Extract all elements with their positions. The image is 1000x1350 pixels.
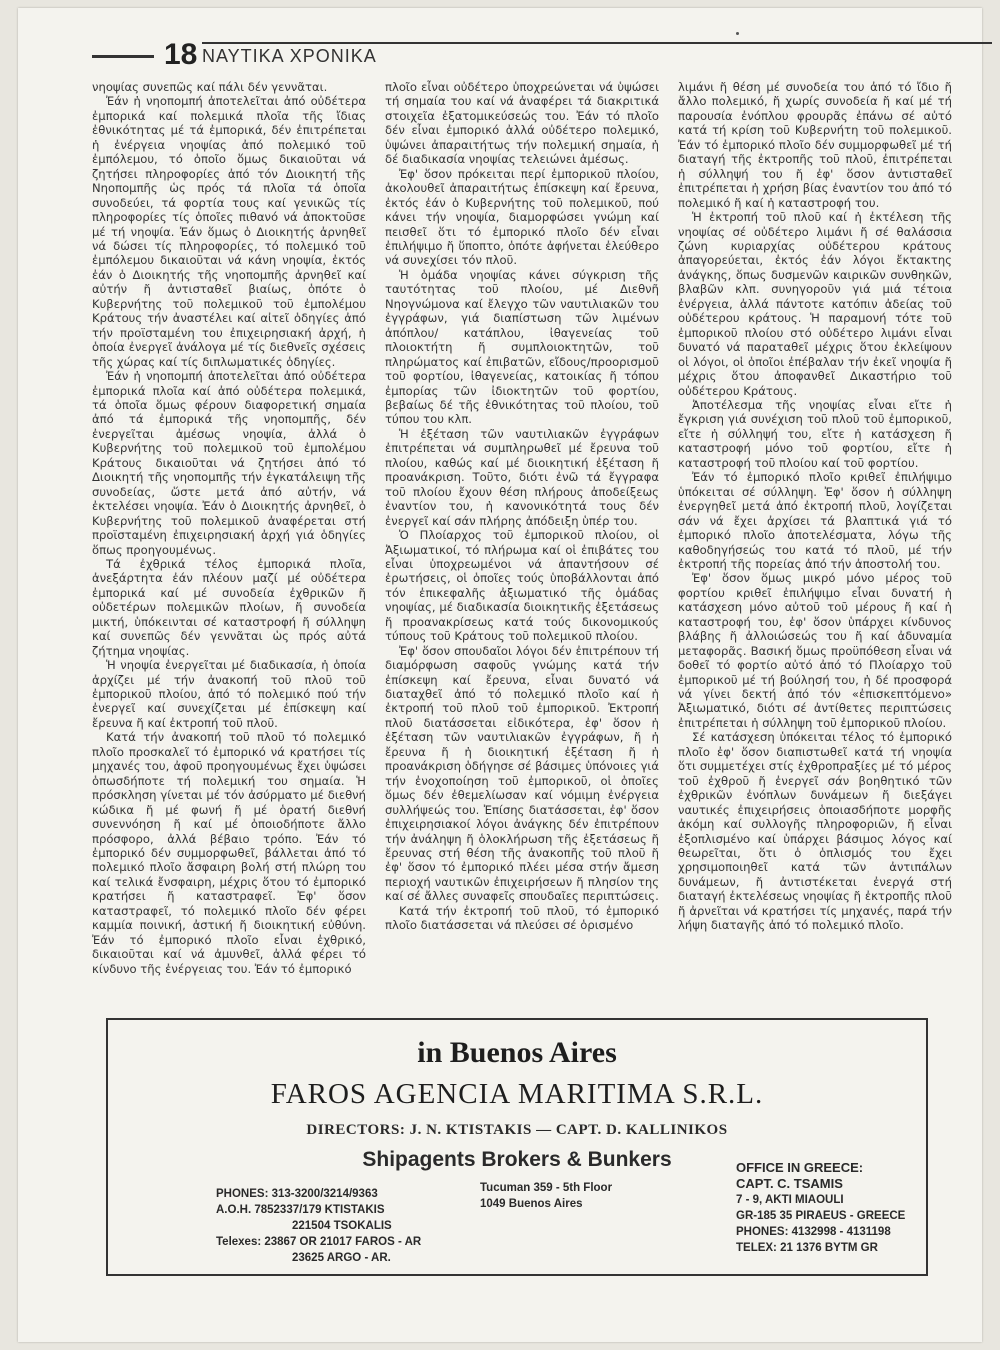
ad-greece-title: OFFICE IN GREECE: <box>736 1160 864 1175</box>
article-paragraph: λιμάνι ἤ θέση μέ συνοδεία του ἀπό τό ἴδιο ἤ ἄλλο πολεμικό, ἤ χωρίς συνοδεία ἤ καί μέ τή παρουσία ἐνόπλου φρουρᾶς ἐπάνω σέ αὐτό κατά τή κρίση τοῦ Κυβερνήτη τοῦ πολεμικοῦ. Ἐάν τό ἐμπορικό πλοῖο δέν συμμορφωθεῖ μέ τή διαταγή τῆς ἐκτροπῆς τοῦ πλοῦ, ἐπιτρέπεται ἡ σύλληψή του ἤ ἐφ' ὅσον ἀντισταθεῖ ἐπιτρέπεται ἡ χρήση βίας ἐναντίον του ἀπό τό πολεμικό ἤ καί ἡ καταστροφή του. <box>678 80 952 210</box>
article-paragraph: Ἡ ὁμάδα νηοψίας κάνει σύγκριση τῆς ταυτότητας τοῦ πλοίου, μέ Διεθνῆ Νηογνώμονα καί ἔλεγχο τῶν ναυτιλιακῶν του ἐγγράφων, γιά διαπίστωση τῶν λιμένων ἀπόπλου/ κατάπλου, ἰθαγενείας τοῦ πλοιοκτήτη ἤ συμπλοιοκτητῶν, τοῦ πληρώματος καί ἐπιβατῶν, εἴδους/προορισμοῦ τοῦ φορτίου, ἰθαγενείας, κατοικίας ἤ τόπου ἐμπορίας τῶν ἰδιοκτητῶν τοῦ φορτίου, βεβαίως δέ τῆς ἐθνικότητας τοῦ πλοίου, τοῦ τύπου του κλπ. <box>385 267 659 427</box>
ad-address <box>480 1180 680 1212</box>
ad-telexes-line-2: 23625 ARGO - AR. <box>292 1252 391 1264</box>
ad-greece-address-1: 7 - 9, AKTI MIAOULI <box>736 1194 844 1206</box>
article-paragraph: Κατά τήν ἀνακοπή τοῦ πλοῦ τό πολεμικό πλοῖο προσκαλεῖ τό ἐμπορικό νά κρατήσει τίς μηχανές του, ἀφοῦ προηγουμένως ἔχει ὑψώσει ὁπωσδήποτε τή πολεμική του σημαία. Ἡ πρόσκληση γίνεται μέ τόν ἀσύρματο μέ διεθνή κώδικα ἤ μέ φωνή ἤ μέ ὁρατή διεθνή συνεννόηση ἤ καί μέ ὁποιοδήποτε ἄλλο πρόσφορο, ἀλλά βέβαιο τρόπο. Ἐάν τό ἐμπορικό δέν συμμορφωθεῖ, βάλλεται ἀπό τό πολεμικό πλοῖο ἄσφαιρη βολή στή πλώρη του καί τελικά ἔνσφαιρη, μέχρις ὅτου τό ἐμπορικό κρατήσει ἤ καταστραφεῖ. Ἐφ' ὅσον καταστραφεῖ, τό πολεμικό πλοῖο δέν φέρει καμμία ποινική, ἀστική ἤ διοικητική εὐθύνη. Ἐάν τό ἐμπορικό πλοῖο εἶναι ἐχθρικό, δικαιοῦται καί νά ἀμυνθεῖ, ἀλλά φέρει τό κίνδυνο τῆς ἐνέργειας του. Ἐάν τό ἐμπορικό <box>92 730 366 976</box>
header-rule-left <box>92 55 154 58</box>
ad-greece-agent: CAPT. C. TSAMIS <box>736 1176 843 1191</box>
page-header <box>92 38 992 74</box>
article-paragraph: Τά ἐχθρικά τέλος ἐμπορικά πλοῖα, ἀνεξάρτητα ἐάν πλέουν μαζί μέ οὐδέτερα ἐμπορικά καί μέ συνοδεία ἐχθρικῶν ἤ οὐδετέρων πολεμικῶν πλοίων, ἤ συνοδεία μικτή, ὑπόκεινται σέ καταστροφή ἤ σύλληψη καί συνεπῶς δέν γεννᾶται ὡς πρός αὐτά ζήτημα νηοψίας. <box>92 556 366 658</box>
article-paragraph: Ἀποτέλεσμα τῆς νηοψίας εἶναι εἴτε ἡ ἔγκριση γιά συνέχιση τοῦ πλοῦ τοῦ ἐμπορικοῦ, εἴτε ἡ σύλληψή του, εἴτε ἡ κατάσχεση ἤ καταστροφή μόνο τοῦ φορτίου, εἴτε ἡ καταστροφή τοῦ πλοίου καί τοῦ φορτίου. <box>678 397 952 470</box>
ad-services: Shipagents Brokers & Bunkers <box>362 1148 672 1171</box>
ad-aoh-line-1: A.O.H. 7852337/179 KTISTAKIS <box>216 1204 385 1216</box>
article-paragraph: Ἐφ' ὅσον πρόκειται περί ἐμπορικοῦ πλοίου, ἀκολουθεῖ ἀπαραιτήτως ἐπίσκεψη καί ἔρευνα, ἐκτός ἐάν ὁ Κυβερνήτης τοῦ πολεμικοῦ, πού κάνει τήν νηοψία, διαμορφώσει γνώμη καί πεισθεῖ ὅτι τό ἐμπορικό πλοῖο δέν εἶναι ἐπιλήψιμο ἤ ὕποπτο, ὁπότε ἀφήνεται ἐλεύθερο νά συνεχίσει τόν πλοῦ. <box>385 166 659 268</box>
page-number: 18 <box>164 38 198 71</box>
article-paragraph: Ὁ Πλοίαρχος τοῦ ἐμπορικοῦ πλοίου, οἱ Ἀξιωματικοί, τό πλήρωμα καί οἱ ἐπιβάτες του εἶναι ὑποχρεωμένοι νά ἀπαντήσουν σέ ἐρωτήσεις, οἱ ὁποῖες τούς ὑποβάλλονται ἀπό τόν ἐπικεφαλῆς ἀξιωματικό τῆς ὁμάδας νηοψίας, μέ διαδικασία διοικητικῆς ἐξετάσεως ἤ προανακρίσεως κατά τούς δικονομικούς τύπους τοῦ Κράτους τοῦ πολεμικοῦ πλοίου. <box>385 528 659 644</box>
ad-greece-phones: PHONES: 4132998 - 4131198 <box>736 1226 891 1238</box>
ad-greece-telex: TELEX: 21 1376 BYTM GR <box>736 1242 878 1254</box>
print-speck <box>736 32 739 35</box>
ad-telexes-line-1: Telexes: 23867 OR 21017 FAROS - AR <box>216 1236 422 1248</box>
article-paragraph: νηοψίας συνεπῶς καί πάλι δέν γεννᾶται. <box>92 80 328 94</box>
article-paragraph: Κατά τήν ἐκτροπή τοῦ πλοῦ, τό ἐμπορικό πλοῖο διατάσσεται νά πλεύσει σέ ὁρισμένο <box>385 903 659 933</box>
article-paragraph: Ἐφ' ὅσον ὅμως μικρό μόνο μέρος τοῦ φορτίου κριθεῖ ἐπιλήψιμο εἶναι δυνατή ἡ κατάσχεση μόνο αὐτοῦ τοῦ μέρους ἤ καί ἡ καταστροφή του, ἐφ' ὅσον ὑπάρχει κίνδυνος βλάβης ἤ ἀλλοιώσεώς του ἤ καί ἀδυναμία μεταφορᾶς. Βασική ὅμως προϋπόθεση εἶναι νά δοθεῖ τό φορτίο αὐτό ἀπό τό Πλοίαρχο τοῦ ἐμπορικοῦ μέ τή βούλησή του, ἡ δέ προσφορά νά γίνει δεκτή ἀπό τόν «ἐπισκεπτόμενο» Ἀξιωματικό, διότι σέ ἀντίθετες περιπτώσεις ἐπιτρέπεται ἡ σύλληψη τοῦ ἐμπορικοῦ πλοίου. <box>678 571 952 730</box>
newspaper-page <box>18 8 982 1342</box>
publication-name: ΝΑΥΤΙΚΑ ΧΡΟΝΙΚΑ <box>202 46 377 66</box>
article-paragraph: Ἐάν ἡ νηοπομπή ἀποτελεῖται ἀπό οὐδέτερα ἐμπορικά καί πολεμικά πλοῖα τῆς ἴδιας ἐθνικότητας μέ τά ἐμπορικά, δέν ἐπιτρέπεται ἡ ἐνέργεια νηοψίας ἀπό πολεμικό τοῦ ἐμπόλεμου, τό ὁποῖο ὅμως δικαιοῦται νά ζητήσει πληροφορίες ἀπό τόν Διοικητή τῆς Νηοπομπῆς ὡς πρός τά πλοῖα τά ὁποῖα συνοδεύει, τά φορτία τους καί γενικῶς τίς πληροφορίες τίς ὁποῖες πιθανό νά ἀποκτοῦσε μέ τή νηοψία. Ἐάν ὅμως ὁ Διοικητής ἀρνηθεῖ νά δώσει τίς πληροφορίες, τό πολεμικό τοῦ ἐμπόλεμου δικαιοῦται νά κάνη νηοψία, ἐκτός ἐάν ὁ Διοικητής τῆς νηοπομπῆς ἀρνηθεῖ καί αὐτήν ἤ ἀντισταθεῖ βιαίως, ὁπότε ὁ Κυβερνήτης τοῦ πολεμικοῦ τοῦ ἐμπολέμου Κράτους τήν ἀναστέλει καί αἰτεῖ ὁδηγίες ἀπό τήν προϊσταμένη του ἐπιχειρησιακή ἀρχή, ἡ ὁποία ἐνεργεῖ ἀνάλογα μέ τίς διεθνεῖς σχέσεις τῆς χώρας καί τίς διπλωματικές ὁδηγίες. <box>92 94 366 369</box>
ad-office-greece <box>736 1160 926 1256</box>
advertisement-box <box>106 1018 928 1276</box>
article-paragraph: Ἐάν τό ἐμπορικό πλοῖο κριθεῖ ἐπιλήψιμο ὑπόκειται σέ σύλληψη. Ἐφ' ὅσον ἡ σύλληψη ἐνεργηθεῖ μετά ἀπό ἐκτροπή πλοῦ, λογίζεται σάν νά ἔχει ἀρχίσει τά βλαπτικά γιά τό ἐμπορικό πλοῖο ἀποτελέσματα, λόγω τῆς καθοδηγήσεώς του κατά τό πλοῦ, μέ τήν ἐκτροπή τῆς πορείας ἀπό τήν ἀποστολή του. <box>678 470 952 571</box>
article-paragraph: Σέ κατάσχεση ὑπόκειται τέλος τό ἐμπορικό πλοῖο ἐφ' ὅσον διαπιστωθεῖ κατά τή νηοψία ὅτι συμμετέχει στίς ἐχθροπραξίες μέ τό μέρος τοῦ ἐχθροῦ ἤ ἐνεργεῖ σάν βοηθητικό τῶν ἐχθρικῶν ἐνόπλων δυνάμεων ἤ διεξάγει ναυτικές ἐπιχειρήσεις ὁποιασδήποτε μορφῆς ἀκόμη καί συλλογῆς πληροφοριῶν, ἤ εἶναι ἐξοπλισμένο καί ὑπάρχει βάσιμος λόγος καί θεωρεῖται, ὅτι ὁ ὁπλισμός του ἔχει χρησιμοποιηθεῖ κατά τῶν ἀντιπάλων δυνάμεων, ἤ ἀντιστέκεται ἐνεργά στή διαταγή ἐκτελέσεως νηοψίας ἤ ἐκτροπῆς πλοῦ ἤ ἀρνεῖται νά κρατήσει τίς μηχανές, παρά τήν λήψη διαταγῆς ἀπό τό πολεμικό πλοῖο. <box>678 730 952 933</box>
header-rule-top <box>202 42 992 44</box>
ad-address-line-1: Tucuman 359 - 5th Floor <box>480 1182 613 1194</box>
article-paragraph: Ἡ ἐκτροπή τοῦ πλοῦ καί ἡ ἐκτέλεση τῆς νηοψίας σέ οὐδέτερο λιμάνι ἤ σέ θαλάσσια ζώνη κυριαρχίας οὐδέτερου κράτους ἀπαγορεύεται, ἐκτός ἐάν λόγοι ἔκτακτης ἀνάγκης, ὅπως δυσμενῶν καιρικῶν συνθηκῶν, βλαβῶν κλπ. συνηγοροῦν γιά μιά τέτοια ἐνέργεια, ἀλλά πάντοτε κατόπιν ἀδείας τοῦ οὐδέτερου κράτους. Ἡ παραμονή τότε τοῦ ἐμπορικοῦ πλοίου στό οὐδέτερο λιμάνι εἶναι δυνατό νά παραταθεῖ μέχρις ὅτου ἐκλείψουν οἱ λόγοι, οἱ ὁποῖοι ἐπέβαλαν τήν ἐκεῖ νηοψία ἤ μέχρις ὅτου ἀποφανθεῖ Δικαστήριο τοῦ οὐδέτερου Κράτους. <box>678 210 952 398</box>
article-column-2 <box>385 80 659 1000</box>
article-paragraph: Ἐφ' ὅσον σπουδαῖοι λόγοι δέν ἐπιτρέπουν τή διαμόρφωση σαφοῦς γνώμης κατά τήν ἐπίσκεψη καί ἔρευνα, εἶναι δυνατό νά διαταχθεῖ ἀπό τό πολεμικό πλοῖο καί ἡ ἐκτροπή τοῦ πλοῦ τοῦ ἐμπορικοῦ. Ἐκτροπή πλοῦ διατάσσεται εἰδικότερα, ἐφ' ὅσον ἡ ἐξέταση τῶν ναυτιλιακῶν ἐγγράφων, ἤ ἡ ἔρευνα ἤ ἡ διοικητική ἐξέταση ἤ ἡ προανάκριση ὁδήγησε σέ βάσιμες ὑπόνοιες γιά τήν ἐνοχοποίηση τοῦ ἐμπορικοῦ, οἱ ὁποῖες ὅμως δέν ἐθεμελίωσαν καί νόμιμη ἐνέργεια συλλήψεώς του. Ἐπίσης διατάσσεται, ἐφ' ὅσον ἐπιχειρησιακοί λόγοι ἀνάγκης δέν ἐπιτρέπουν τήν ἀνάληψη ἤ ὁλοκλήρωση τῆς ἐξετάσεως ἤ ἔρευνας στή θέση τῆς ἀνακοπῆς τοῦ πλοῦ ἤ ἐφ' ὅσον τό ἐμπορικό πλέει μέσα στήν ἄμεση περιοχή ναυτικῶν ἐπιχειρήσεων ἤ πλησίον της καί σέ ἄλλες συναφεῖς σπουδαῖες περιπτώσεις. <box>385 643 659 904</box>
ad-address-line-2: 1049 Buenos Aires <box>480 1198 583 1210</box>
ad-directors: DIRECTORS: J. N. KTISTAKIS — CAPT. D. KALLINIKOS <box>306 1122 728 1138</box>
article-column-1 <box>92 80 366 1000</box>
ad-greece-address-2: GR-185 35 PIRAEUS - GREECE <box>736 1210 906 1222</box>
article-paragraph: Ἐάν ἡ νηοπομπή ἀποτελεῖται ἀπό οὐδέτερα ἐμπορικά πλοῖα καί ἀπό οὐδέτερα πολεμικά, τά ὁποῖα ὅμως φέρουν διαφορετική σημαία ἀπό τά ἐμπορικά τῆς νηοπομπῆς, δέν ἐνεργεῖται ἀμέσως νηοψία, ἀλλά ὁ Κυβερνήτης τοῦ πολεμικοῦ τοῦ ἐμπολέμου Κράτους δικαιοῦται νά ζητήσει ἀπό τό Διοικητή τῆς νηοπομπῆς τήν ἐγκατάλειψη τῆς συνοδείας, ὥστε μετά ἀπό αὐτήν, νά ἐκτελέσει νηοψία. Ἐάν ὁ Διοικητής ἀρνηθεῖ, ὁ Κυβερνήτης τοῦ πολεμικοῦ ἀναφέρεται στή προϊσταμένη ἐπιχειρησιακή ἀρχή γιά ὁδηγίες ὅπως προηγουμένως. <box>92 369 366 557</box>
ad-aoh-line-2: 221504 TSOKALIS <box>292 1220 392 1232</box>
ad-company-name: FAROS AGENCIA MARITIMA S.R.L. <box>270 1078 764 1110</box>
article-column-3 <box>678 80 952 1000</box>
article-paragraph: Ἡ νηοψία ἐνεργεῖται μέ διαδικασία, ἡ ὁποία ἀρχίζει μέ τήν ἀνακοπή τοῦ πλοῦ τοῦ ἐμπορικοῦ πλοίου, ἀπό τό πολεμικό πού τήν ἐνεργεῖ καί συνεχίζεται μέ ἐπίσκεψη καί ἔρευνα ἤ καί ἐκτροπή τοῦ πλοῦ. <box>92 658 366 730</box>
ad-phones: PHONES: 313-3200/3214/9363 <box>216 1188 378 1200</box>
ad-city: in Buenos Aires <box>417 1036 617 1069</box>
article-columns <box>92 80 952 1000</box>
article-paragraph: Ἡ ἐξέταση τῶν ναυτιλιακῶν ἐγγράφων ἐπιτρέπεται νά συμπληρωθεῖ μέ ἔρευνα τοῦ πλοίου, καθώς καί μέ διοικητική ἐξέταση ἤ προανάκριση. Τοῦτο, διότι ἐνῶ τά ἔγγραφα τοῦ πλοίου ἔχουν θέση πλήρους ἀποδείξεως ἐναντίον του, ἡ κανονικότητά τους δέν ἐνεργεῖ καί σάν πλήρης ἀπόδειξη ὑπέρ του. <box>385 426 659 528</box>
ad-contact-buenos-aires <box>216 1186 476 1266</box>
article-paragraph: πλοῖο εἶναι οὐδέτερο ὑποχρεώνεται νά ὑψώσει τή σημαία του καί νά ἀναφέρει τά διακριτικά στοιχεῖα ἐξατομικεύσεώς του. Ἐάν τό πλοῖο δέν εἶναι ἐμπορικό ἀλλά οὐδέτερο πολεμικό, ὑψώνει ἀπαραιτήτως τήν πολεμική σημαία, ἡ δέ διαδικασία νηοψίας τελειώνει ἀμέσως. <box>385 80 659 167</box>
